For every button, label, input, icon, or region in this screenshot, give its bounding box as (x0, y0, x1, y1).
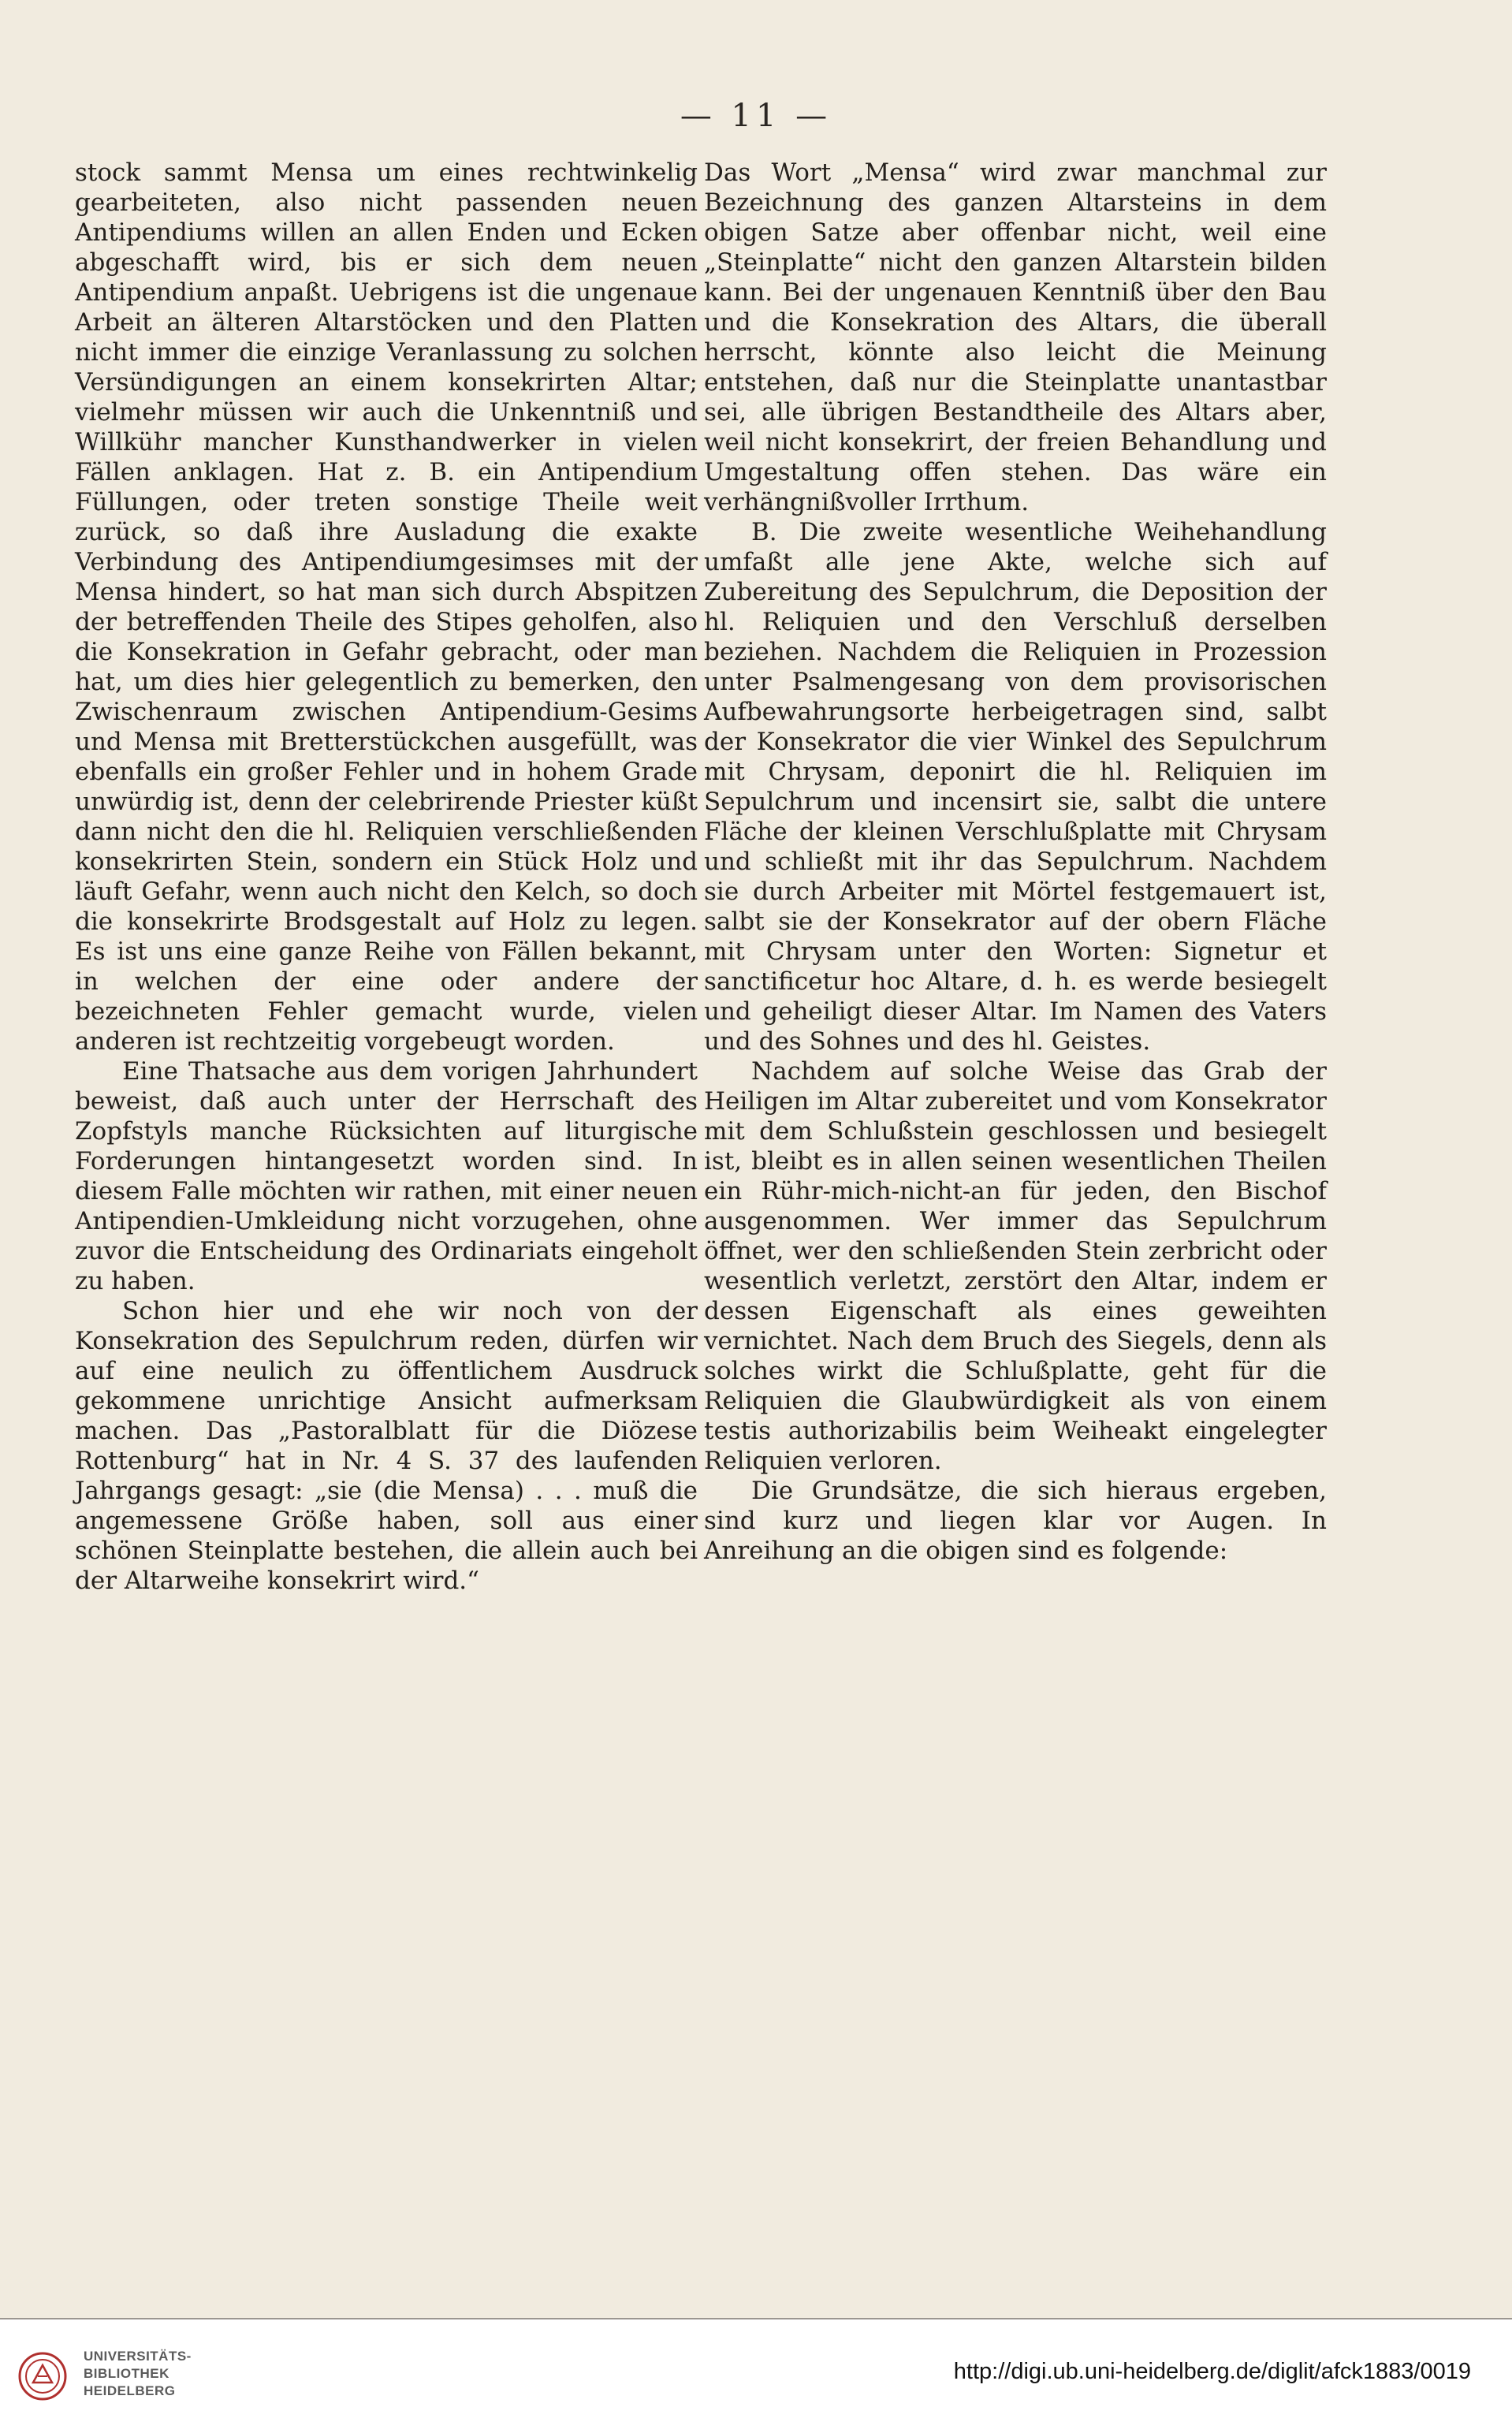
library-name (84, 2348, 192, 2400)
university-seal-icon (17, 2351, 68, 2401)
source-url-link[interactable]: http://digi.ub.uni-heidelberg.de/diglit/afck1883/0019 (953, 2359, 1471, 2384)
right-paragraph-4: Die Grundsätze, die sich hieraus ergeben, sind kurz und liegen klar vor Augen. In Anreihung an die obigen sind es folgende: (704, 1477, 1327, 1565)
left-column (75, 158, 698, 1596)
page-number: — 11 — (680, 98, 832, 134)
right-paragraph-3: Nachdem auf solche Weise das Grab der Heiligen im Altar zubereitet und vom Konsekrator mit dem Schlußstein geschlossen und besiegelt ist, bleibt es in allen seinen wesentlichen Theilen ein Rühr-mich-nicht-an für jeden, den Bischof ausgenommen. Wer immer das Sepulchrum öffnet, wer den schließenden Stein zerbricht oder wesentlich verletzt, zerstört den Altar, indem er dessen Eigenschaft als eines geweihten vernichtet. Nach dem Bruch des Siegels, denn als solches wirkt die Schlußplatte, geht für die Reliquien die Glaubwürdigkeit als von einem testis authorizabilis beim Weiheakt eingelegter Reliquien verloren. (704, 1057, 1327, 1475)
right-paragraph-1: Das Wort „Mensa“ wird zwar manchmal zur Bezeichnung des ganzen Altarsteins in dem obigen Satze aber offenbar nicht, weil eine „Steinplatte“ nicht den ganzen Altarstein bilden kann. Bei der ungenauen Kenntniß über den Bau und die Konsekration des Altars, die überall herrscht, könnte also leicht die Meinung entstehen, daß nur die Steinplatte unantastbar sei, alle übrigen Bestandtheile des Altars aber, weil nicht konsekrirt, der freien Behandlung und Umgestaltung offen stehen. Das wäre ein verhängnißvoller Irrthum. (704, 158, 1327, 516)
right-paragraph-2: B. Die zweite wesentliche Weihehandlung umfaßt alle jene Akte, welche sich auf Zubereitung des Sepulchrum, die Deposition der hl. Reliquien und den Verschluß derselben beziehen. Nachdem die Reliquien in Prozession unter Psalmengesang von dem provisorischen Aufbewahrungsorte herbeigetragen sind, salbt der Konsekrator die vier Winkel des Sepulchrum mit Chrysam, deponirt die hl. Reliquien im Sepulchrum und incensirt sie, salbt die untere Fläche der kleinen Verschlußplatte mit Chrysam und schließt mit ihr das Sepulchrum. Nachdem sie durch Arbeiter mit Mörtel festgemauert ist, salbt sie der Konsekrator auf der obern Fläche mit Chrysam unter den Worten: Signetur et sanctificetur hoc Altare, d. h. es werde besiegelt und geheiligt dieser Altar. Im Namen des Vaters und des Sohnes und des hl. Geistes. (704, 518, 1327, 1056)
right-column (704, 158, 1327, 1566)
library-name-line: HEIDELBERG (84, 2383, 176, 2398)
left-paragraph-1: stock sammt Mensa um eines rechtwinkelig gearbeiteten, also nicht passenden neuen Antipendiums willen an allen Enden und Ecken abgeschafft wird, bis er sich dem neuen Antipendium anpaßt. Uebrigens ist die ungenaue Arbeit an älteren Altarstöcken und den Platten nicht immer die einzige Veranlassung zu solchen Versündigungen an einem konsekrirten Altar; vielmehr müssen wir auch die Unkenntniß und Willkühr mancher Kunsthandwerker in vielen Fällen anklagen. Hat z. B. ein Antipendium Füllungen, oder treten sonstige Theile weit zurück, so daß ihre Ausladung die exakte Verbindung des Antipendiumgesimses mit der Mensa hindert, so hat man sich durch Abspitzen der betreffenden Theile des Stipes geholfen, also die Konsekration in Gefahr gebracht, oder man hat, um dies hier gelegentlich zu bemerken, den Zwischenraum zwischen Antipendium-Gesims und Mensa mit Bretterstückchen ausgefüllt, was ebenfalls ein großer Fehler und in hohem Grade unwürdig ist, denn der celebrirende Priester küßt dann nicht den die hl. Reliquien verschließenden konsekrirten Stein, sondern ein Stück Holz und läuft Gefahr, wenn auch nicht den Kelch, so doch die konsekrirte Brodsgestalt auf Holz zu legen. Es ist uns eine ganze Reihe von Fällen bekannt, in welchen der eine oder andere der bezeichneten Fehler gemacht wurde, vielen anderen ist rechtzeitig vorgebeugt worden. (75, 158, 698, 1056)
library-name-line: UNIVERSITÄTS- (84, 2349, 192, 2364)
footer-bar (0, 2319, 1512, 2433)
left-paragraph-3: Schon hier und ehe wir noch von der Konsekration des Sepulchrum reden, dürfen wir auf eine neulich zu öffentlichem Ausdruck gekommene unrichtige Ansicht aufmerksam machen. Das „Pastoralblatt für die Diözese Rottenburg“ hat in Nr. 4 S. 37 des laufenden Jahrgangs gesagt: „sie (die Mensa) . . . muß die angemessene Größe haben, soll aus einer schönen Steinplatte bestehen, die allein auch bei der Altarweihe konsekrirt wird.“ (75, 1297, 698, 1595)
left-paragraph-2: Eine Thatsache aus dem vorigen Jahrhundert beweist, daß auch unter der Herrschaft des Zopfstyls manche Rücksichten auf liturgische Forderungen hintangesetzt worden sind. In diesem Falle möchten wir rathen, mit einer neuen Antipendien-Umkleidung nicht vorzugehen, ohne zuvor die Entscheidung des Ordinariats eingeholt zu haben. (75, 1057, 698, 1295)
library-name-line: BIBLIOTHEK (84, 2366, 169, 2381)
